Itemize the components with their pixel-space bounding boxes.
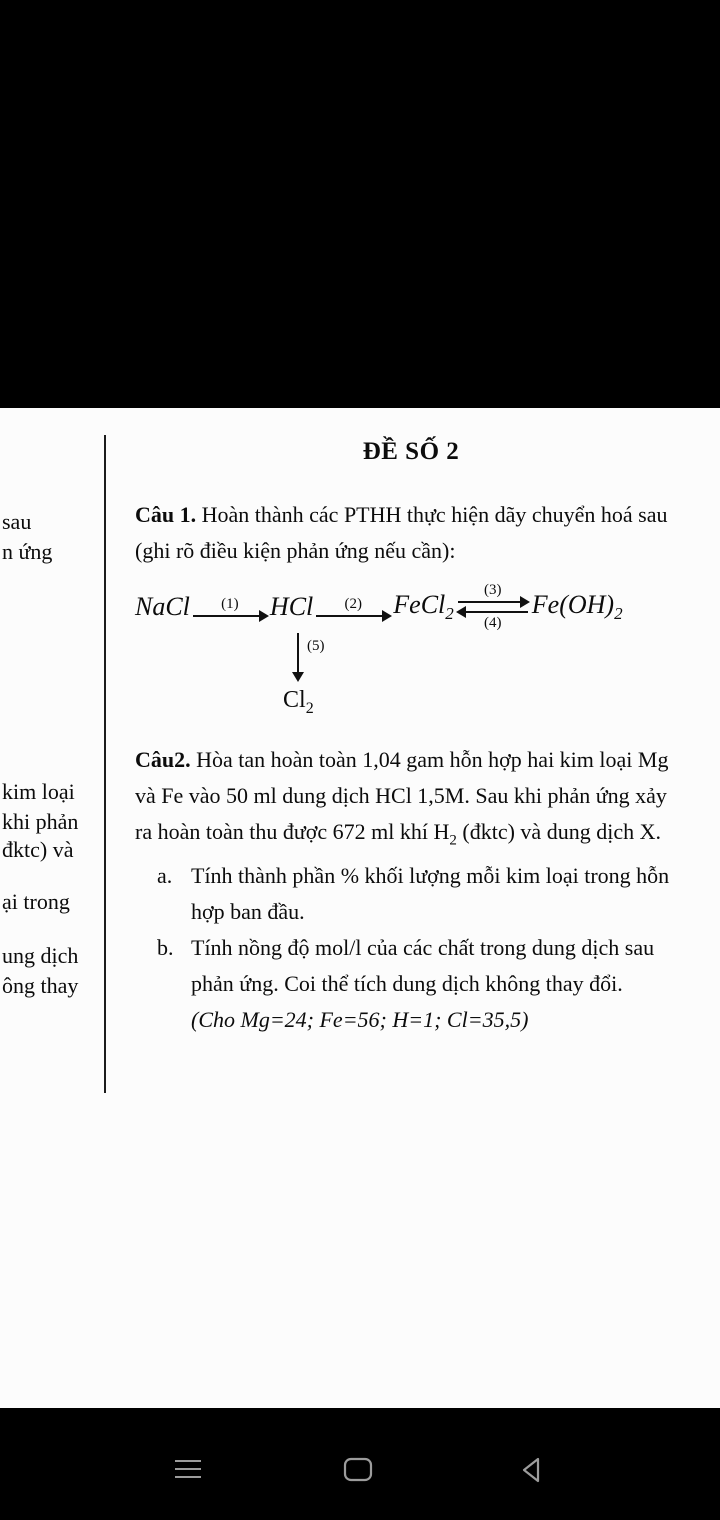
navigation-bar bbox=[0, 1408, 720, 1520]
right-arrow-icon bbox=[458, 601, 528, 603]
reaction-step-5-label: (5) bbox=[307, 638, 325, 654]
down-arrow-icon bbox=[297, 633, 299, 673]
list-item-b-marker: b. bbox=[157, 935, 174, 961]
question-1-text: Hoàn thành các PTHH thực hiện dãy chuyển hoá sau (ghi rõ điều kiện phản ứng nếu cần): bbox=[135, 502, 668, 563]
reaction-step-2-label: (2) bbox=[344, 596, 363, 612]
page-title: ĐỀ SỐ 2 bbox=[362, 438, 460, 465]
main-column bbox=[135, 408, 687, 1037]
column-divider-line bbox=[104, 435, 106, 1093]
recent-apps-icon bbox=[172, 1455, 204, 1485]
equation-species-nacl: NaCl bbox=[135, 592, 190, 621]
h2-subscript: 2 bbox=[449, 832, 457, 849]
left-column-fragment: khi phản bbox=[2, 809, 79, 834]
equation-species-hcl: HCl bbox=[269, 592, 314, 621]
question-2-label: Câu2. bbox=[135, 746, 191, 772]
equation-species-fecl2: FeCl$_2$ bbox=[393, 589, 454, 624]
reaction-step-4-label: (4) bbox=[484, 615, 502, 631]
list-item-b-text: Tính nồng độ mol/l của các chất trong dung dịch sau phản ứng. Coi thể tích dung dịch không thay đổi. bbox=[191, 935, 655, 997]
left-column-fragment: ại trong bbox=[2, 889, 70, 914]
home-button[interactable] bbox=[340, 1452, 376, 1488]
document-page bbox=[0, 408, 720, 1408]
left-arrow-icon bbox=[458, 611, 528, 613]
right-arrow-icon bbox=[316, 615, 390, 617]
recent-apps-button[interactable] bbox=[170, 1452, 206, 1488]
equation-species-feoh2: $Fe(OH)_2$ bbox=[531, 589, 623, 624]
left-column-fragment: sau bbox=[2, 509, 32, 534]
branch-arrow-down bbox=[135, 631, 687, 683]
question-2-text-1: Hòa tan hoàn toàn 1,04 gam hỗn hợp hai kim loại Mg và Fe vào 50 ml dung dịch HCl 1,5M. Sau khi phản ứng xảy ra hoàn toàn thu được 672 ml khí H bbox=[135, 746, 669, 844]
left-column-fragment: n ứng bbox=[2, 539, 53, 564]
home-icon bbox=[342, 1455, 374, 1485]
question-2-list bbox=[135, 858, 687, 1002]
reaction-arrow-1 bbox=[193, 597, 267, 617]
back-icon bbox=[516, 1455, 548, 1485]
question-1-label: Câu 1. bbox=[135, 502, 197, 527]
equation-species-cl2: $Cl_2$ bbox=[283, 687, 314, 717]
question-2-text-2: (đktc) và dung dịch X. bbox=[456, 818, 661, 844]
reaction-arrow-2 bbox=[316, 597, 390, 617]
right-arrow-icon bbox=[193, 615, 267, 617]
back-button[interactable] bbox=[514, 1452, 550, 1488]
left-column-fragment: ông thay bbox=[2, 973, 79, 998]
chemical-equation bbox=[135, 583, 687, 631]
question-1-paragraph bbox=[135, 497, 687, 569]
left-column-fragment: ung dịch bbox=[2, 943, 79, 968]
reaction-step-1-label: (1) bbox=[221, 596, 239, 612]
question-2-paragraph bbox=[135, 742, 687, 858]
list-item-a-text: Tính thành phần % khối lượng mỗi kim loại trong hỗn hợp ban đầu. bbox=[191, 863, 670, 925]
left-column-fragment: kim loại bbox=[2, 779, 75, 804]
list-item-a-marker: a. bbox=[157, 863, 173, 889]
given-atomic-masses: (Cho Mg=24; Fe=56; H=1; Cl=35,5) bbox=[191, 1007, 529, 1033]
left-column-fragment: đktc) và bbox=[2, 837, 74, 862]
equilibrium-arrow bbox=[458, 583, 528, 631]
list-item-b bbox=[135, 930, 687, 1002]
list-item-a bbox=[135, 858, 687, 930]
reaction-step-3-label: (3) bbox=[484, 582, 502, 598]
